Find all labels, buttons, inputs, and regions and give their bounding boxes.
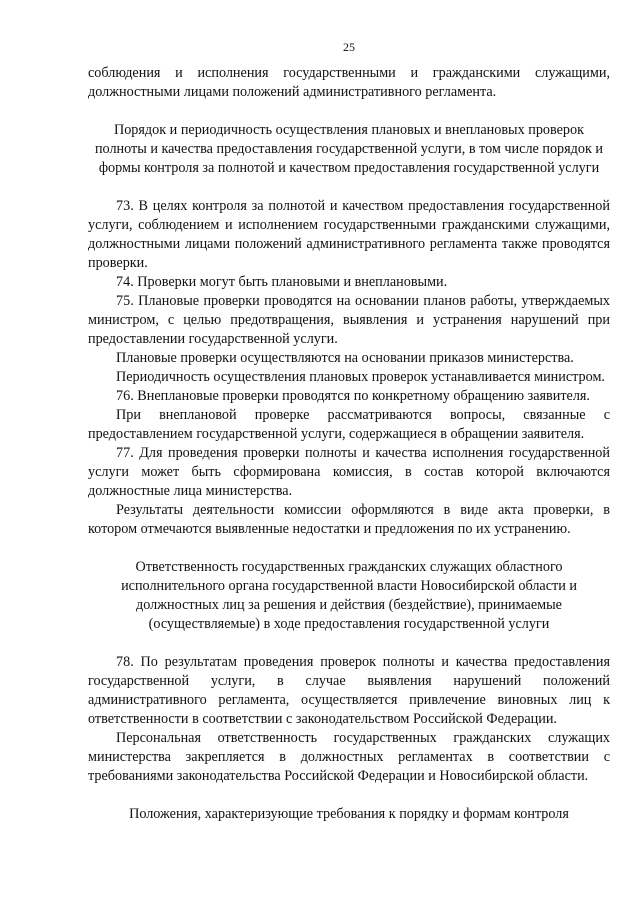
body-paragraph: 74. Проверки могут быть плановыми и внеплановыми.	[116, 274, 448, 290]
body-paragraph: Плановые проверки осуществляются на основании приказов министерства.	[116, 350, 574, 366]
body-paragraph: Результаты деятельности комиссии оформляются в виде акта проверки, в котором отмечаются выявленные недостатки и предложения по их устранению.	[88, 502, 610, 537]
body-paragraph: 76. Внеплановые проверки проводятся по конкретному обращению заявителя.	[116, 388, 590, 404]
body-paragraph: Периодичность осуществления плановых проверок устанавливается министром.	[116, 369, 605, 385]
document-body	[88, 64, 610, 824]
page-number: 25	[343, 40, 355, 54]
body-paragraph: 73. В целях контроля за полнотой и качеством предоставления государственной услуги, соблюдением и исполнением государственными гражданскими служащими, должностными лицами положений административного регламента также проводятся проверки.	[88, 198, 610, 271]
intro-paragraph: соблюдения и исполнения государственными и гражданскими служащими, должностными лицами положений административного регламента.	[88, 65, 610, 100]
body-paragraph: 77. Для проведения проверки полноты и качества исполнения государственной услуги может быть сформирована комиссия, в состав которой включаются должностные лица министерства.	[88, 445, 610, 499]
section-responsibility-paragraphs	[88, 653, 610, 786]
section-heading-control: Порядок и периодичность осуществления плановых и внеплановых проверок полноты и качества предоставления государственной услуги, в том числе порядок и формы контроля за полнотой и качеством предоставления государственной услуги	[94, 122, 604, 176]
section-heading-responsibility: Ответственность государственных гражданских служащих областного исполнительного органа государственной власти Новосибирской области и должностных лиц за решения и действия (бездействие), принимаемые (осуществляемые) в ходе предоставления государственной услуги	[121, 559, 577, 632]
body-paragraph: 75. Плановые проверки проводятся на основании планов работы, утверждаемых министром, с целью предотвращения, выявления и устранения нарушений при предоставлении государственной услуги.	[88, 293, 610, 347]
section-heading-provisions: Положения, характеризующие требования к порядку и формам контроля	[129, 806, 569, 822]
body-paragraph: Персональная ответственность государственных гражданских служащих министерства закрепляется в должностных регламентах в соответствии с требованиями законодательства Российской Федерации и Новосибирской области.	[88, 730, 610, 784]
body-paragraph: 78. По результатам проведения проверок полноты и качества предоставления государственной услуги, в случае выявления нарушений положений административного регламента, осуществляется привлечение виновных лиц к ответственности в соответствии с законодательством Российской Федерации.	[88, 654, 610, 727]
section-control-paragraphs	[88, 197, 610, 539]
body-paragraph: При внеплановой проверке рассматриваются вопросы, связанные с предоставлением государственной услуги, содержащиеся в обращении заявителя.	[88, 407, 610, 442]
